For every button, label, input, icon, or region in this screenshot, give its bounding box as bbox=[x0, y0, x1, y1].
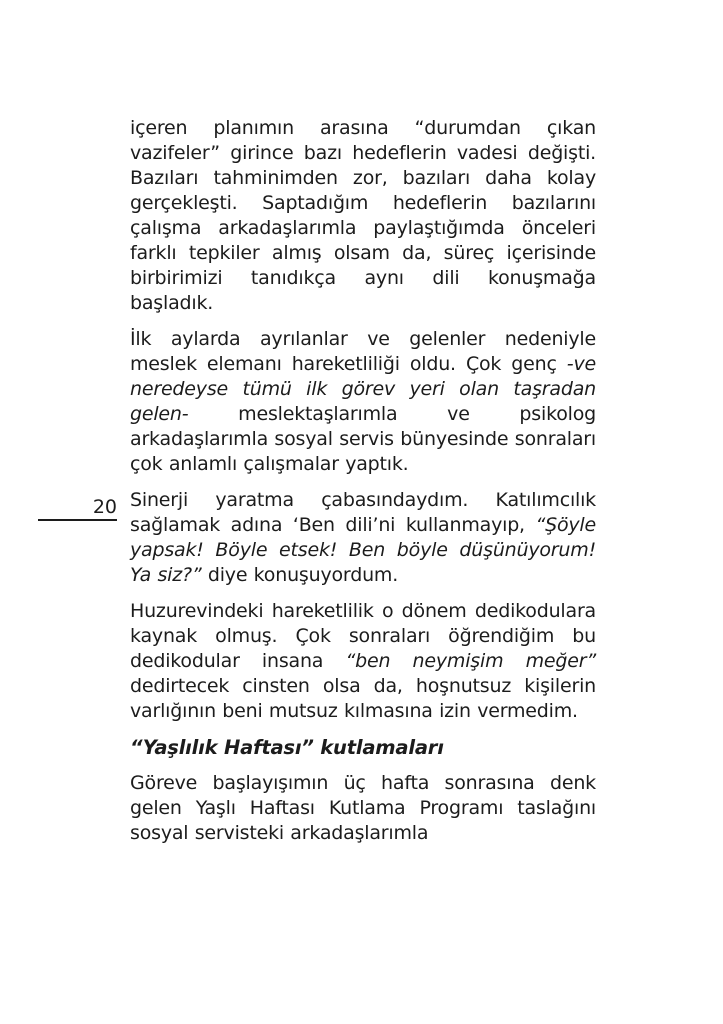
page-number-block bbox=[38, 495, 117, 521]
text-run: Huzurevindeki hareketlilik o dönem dedikodulara kaynak olmuş. Çok sonraları öğrendiğim bu dedikodular insana bbox=[130, 600, 596, 672]
text-run: içeren planımın arasına “durumdan çıkan vazifeler” girince bazı hedeflerin vadesi değişti. Bazıları tahminimden zor, bazıları daha kolay gerçekleşti. Saptadığım hedeflerin bazılarını çalışma arkadaşlarımla paylaştığımda önceleri farklı tepkiler almış olsam da, süreç içerisinde birbirimizi tanıdıkça aynı dili konuşmağa başladık. bbox=[130, 117, 596, 314]
text-run: Sinerji yaratma çabasındaydım. Katılımcılık sağlamak adına ‘Ben dili’ni kullanmayıp, bbox=[130, 489, 596, 536]
body-paragraph bbox=[130, 771, 596, 846]
text-run: “Yaşlılık Haftası” kutlamaları bbox=[130, 736, 444, 759]
text-run: meslektaşlarımla ve psikolog arkadaşlarımla sosyal servis bünyesinde sonraları çok anlamlı çalışmalar yaptık. bbox=[130, 403, 596, 475]
text-run: diye konuşuyordum. bbox=[201, 564, 399, 586]
section-heading bbox=[130, 735, 596, 760]
text-run: İlk aylarda ayrılanlar ve gelenler nedeniyle meslek elemanı hareketliliği oldu. Çok genç bbox=[130, 328, 596, 375]
text-run: Göreve başlayışımın üç hafta sonrasına denk gelen Yaşlı Haftası Kutlama Programı taslağını sosyal servisteki arkadaşlarımla bbox=[130, 772, 596, 844]
text-run: “ben neymişim meğer” bbox=[345, 650, 596, 672]
text-run: -ve neredeyse tümü ilk görev yeri olan taşradan gelen- bbox=[130, 353, 596, 425]
text-column bbox=[130, 116, 596, 857]
text-run: “Şöyle yapsak! Böyle etsek! Ben böyle düşünüyorum! Ya siz?” bbox=[130, 514, 596, 586]
body-paragraph bbox=[130, 327, 596, 477]
body-paragraph bbox=[130, 599, 596, 724]
body-paragraph bbox=[130, 116, 596, 316]
text-run: dedirtecek cinsten olsa da, hoşnutsuz kişilerin varlığının beni mutsuz kılmasına izin vermedim. bbox=[130, 675, 596, 722]
body-paragraph bbox=[130, 488, 596, 588]
page-number: 20 bbox=[92, 496, 117, 518]
